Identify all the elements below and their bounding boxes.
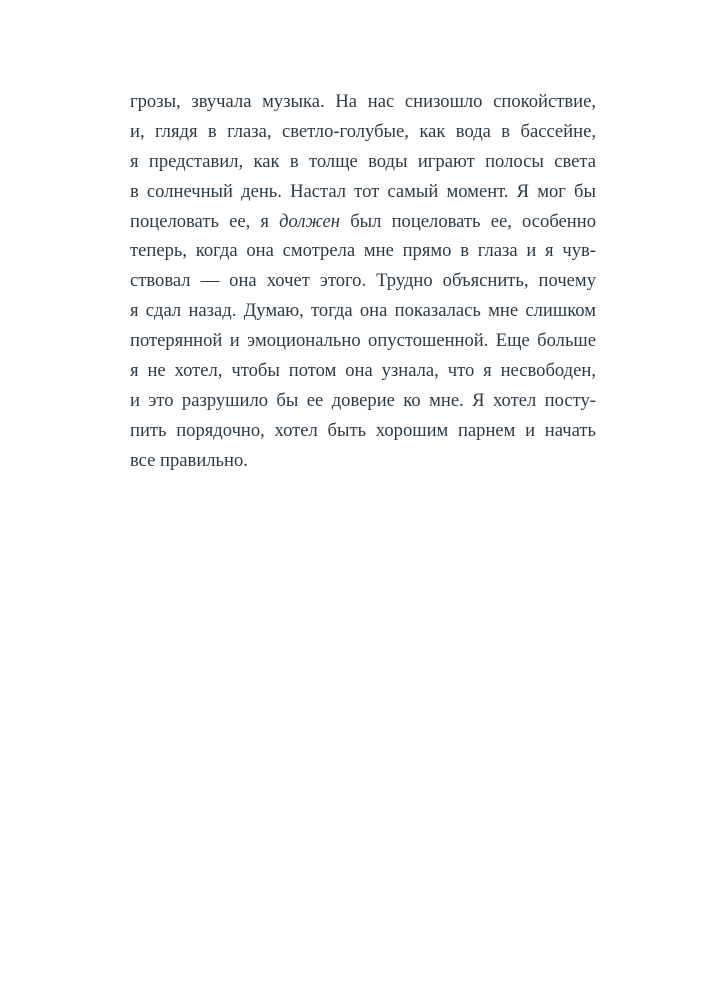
- text-line: грозы, звучала музыка. На нас снизошло спокойствие,: [130, 91, 596, 112]
- text-line: теперь, когда она смотрела мне прямо в глаза и я чув-: [130, 240, 596, 262]
- text-line: потерянной и эмоционально опустошенной. Еще больше: [130, 330, 596, 352]
- text-segment: был поцеловать ее, особенно: [340, 210, 596, 232]
- text-line: я не хотел, чтобы потом она узнала, что я несвободен,: [130, 360, 596, 382]
- text-line: я представил, как в толще воды играют полосы света: [130, 150, 596, 172]
- text-line: в солнечный день. Настал тот самый момент. Я мог бы: [130, 180, 596, 202]
- body-text: [130, 87, 596, 476]
- text-segment: поцеловать ее, я: [130, 210, 280, 232]
- text-line: я сдал назад. Думаю, тогда она показалась мне слишком: [130, 300, 596, 322]
- text-line: все правильно.: [130, 449, 248, 471]
- text-line: пить порядочно, хотел быть хорошим парнем и начать: [130, 419, 596, 441]
- text-line: и, глядя в глаза, светло-голубые, как вода в бассейне,: [130, 120, 596, 142]
- text-line: и это разрушило бы ее доверие ко мне. Я хотел посту-: [130, 389, 596, 411]
- emphasis-word: должен: [279, 210, 341, 232]
- text-line: [130, 207, 596, 237]
- text-line: ствовал — она хочет этого. Трудно объяснить, почему: [130, 270, 596, 292]
